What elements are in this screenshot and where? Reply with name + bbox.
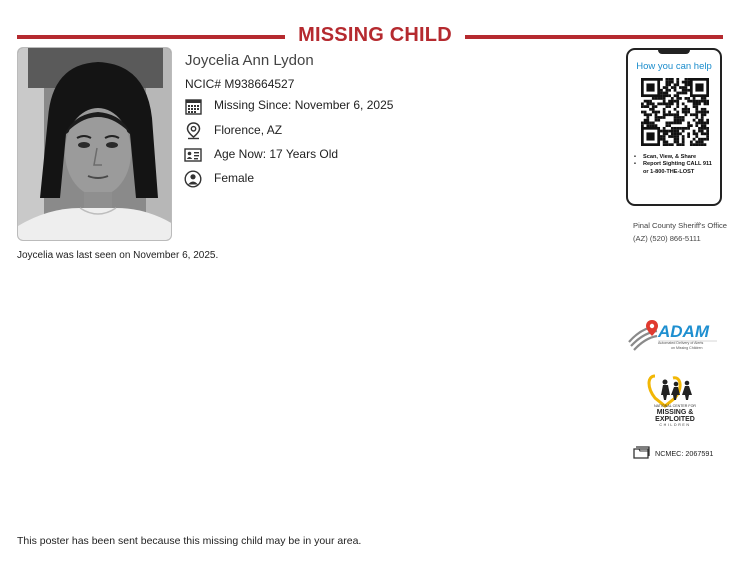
location-row [184,121,283,141]
ncmec-line-3: EXPLOITED [655,416,695,423]
poster-title: MISSING CHILD [298,24,452,46]
svg-text:Automated Delivery of Alerts: Automated Delivery of Alerts [658,341,704,345]
age-text: Age Now: 17 Years Old [214,147,339,161]
ncic-number: NCIC# M938664527 [185,77,295,91]
help-heading: How you can help [636,61,712,72]
help-phone-card [626,48,722,206]
ncmec-case-row [633,446,713,461]
person-icon [184,170,202,188]
child-photo [17,47,172,241]
header-rule-right [465,35,723,39]
qr-code[interactable] [641,78,709,151]
ncmec-line-2: MISSING & [656,409,694,416]
location-text: Florence, AZ [214,123,283,137]
age-row [184,145,339,165]
location-pin-icon [184,122,202,140]
missing-since-text: Missing Since: November 6, 2025 [214,98,394,112]
header-rule-left [17,35,285,39]
ncmec-case-number: NCMEC: 2067591 [655,449,714,458]
adam-wordmark: ADAM [658,322,709,341]
sex-row [184,169,255,189]
phone-notch [658,49,690,54]
adam-logo [627,318,719,359]
agency-contact: Pinal County Sheriff's Office (AZ) (520) 866-5111 [633,221,728,243]
sex-text: Female [214,171,255,185]
help-list [633,154,717,176]
poster-footer: This poster has been sent because this missing child may be in your area. [17,535,362,547]
ncmec-logo [645,368,705,433]
child-name: Joycelia Ann Lydon [185,52,314,69]
help-bullet-share: • Scan, View, & Share [633,154,717,161]
missing-since-row [184,96,394,116]
calendar-icon [184,97,202,115]
help-bullet-report: • Report Sighting CALL 911 or 1-800-THE-LOST [633,161,717,176]
ncmec-line-1: NATIONAL CENTER FOR [654,404,696,408]
circumstances-text: Joycelia was last seen on November 6, 2025. [17,250,219,261]
svg-text:on Missing Children: on Missing Children [671,346,703,350]
folder-icon [633,446,650,461]
id-card-icon [184,146,202,164]
ncmec-line-4: CHILDREN [659,423,691,427]
